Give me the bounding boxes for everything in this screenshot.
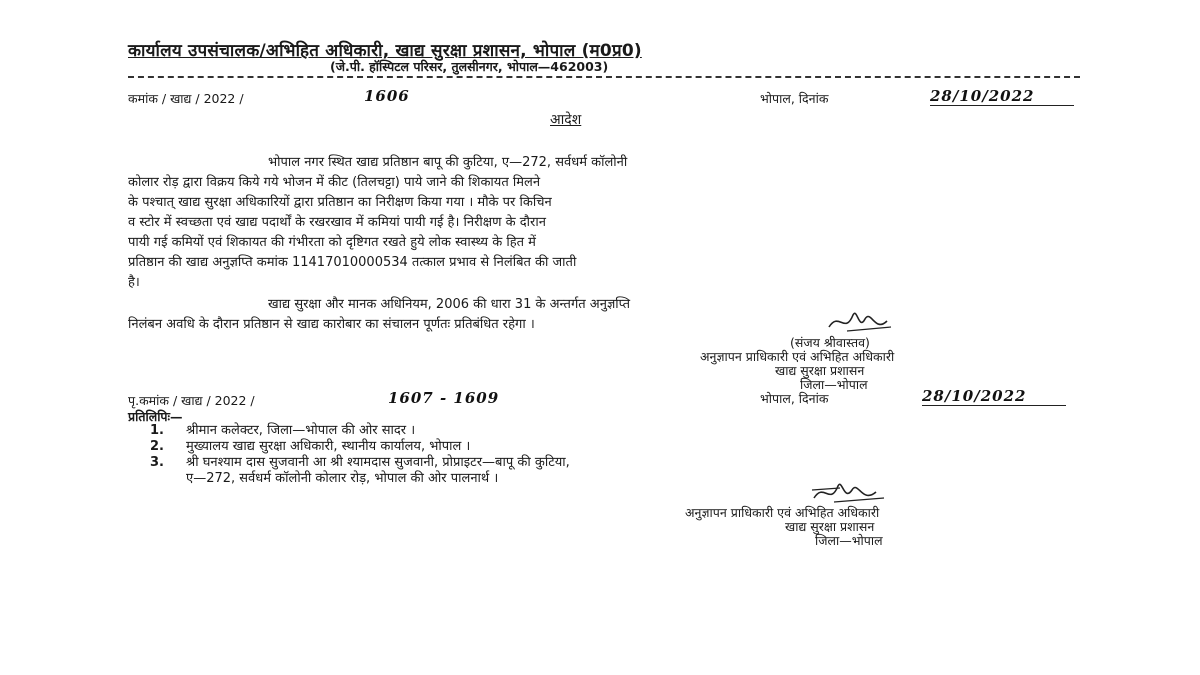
para1-line: प्रतिष्ठान की खाद्य अनुज्ञप्ति कमांक 11417010000534 तत्काल प्रभाव से निलंबित की जाती xyxy=(128,255,577,270)
order-date-value: 28/10/2022 xyxy=(930,87,1074,106)
copy-signatory-department: खाद्य सुरक्षा प्रशासन xyxy=(785,519,875,534)
copy-heading: प्रतिलिपिः— xyxy=(128,409,183,424)
copy-item-text: मुख्यालय खाद्य सुरक्षा अधिकारी, स्थानीय कार्यालय, भोपाल । xyxy=(186,439,471,454)
copy-item-number: 1. xyxy=(150,423,164,438)
copy-ref-prefix: पृ.कमांक / खाद्य / 2022 / xyxy=(128,393,255,408)
para1-line: भोपाल नगर स्थित खाद्य प्रतिष्ठान बापू की कुटिया, ए—272, सर्वधर्म कॉलोनी xyxy=(268,155,628,170)
office-header: कार्यालय उपसंचालक/अभिहित अधिकारी, खाद्य सुरक्षा प्रशासन, भोपाल (म0प्र0) xyxy=(128,41,642,61)
copy-item-number: 3. xyxy=(150,455,164,470)
signatory-district: जिला—भोपाल xyxy=(800,377,868,392)
signatory-department: खाद्य सुरक्षा प्रशासन xyxy=(775,363,865,378)
order-title: आदेश xyxy=(550,112,582,128)
order-ref-number: 1606 xyxy=(364,87,410,105)
copy-item-continuation: ए—272, सर्वधर्म कॉलोनी कोलार रोड़, भोपाल की ओर पालनार्थ । xyxy=(186,471,499,486)
header-divider xyxy=(128,76,1080,78)
copy-item-number: 2. xyxy=(150,439,164,454)
order-ref-prefix: कमांक / खाद्य / 2022 / xyxy=(128,91,244,106)
para1-line: व स्टोर में स्वच्छता एवं खाद्य पदार्थों के रखरखाव में कमियां पायी गई है। निरीक्षण के दौरान xyxy=(128,215,546,230)
signatory-designation: अनुज्ञापन प्राधिकारी एवं अभिहित अधिकारी xyxy=(700,349,895,364)
copy-item-text: श्रीमान कलेक्टर, जिला—भोपाल की ओर सादर । xyxy=(186,423,416,438)
copy-date-label: भोपाल, दिनांक xyxy=(760,391,829,406)
para1-line: है। xyxy=(128,275,140,290)
para1-line: के पश्चात् खाद्य सुरक्षा अधिकारियों द्वारा प्रतिष्ठान का निरीक्षण किया गया । मौके पर किचिन xyxy=(128,195,552,210)
copy-date-value: 28/10/2022 xyxy=(922,387,1066,406)
para2-line: खाद्य सुरक्षा और मानक अधिनियम, 2006 की धारा 31 के अन्तर्गत अनुज्ञप्ति xyxy=(268,297,631,312)
signatory-name: (संजय श्रीवास्तव) xyxy=(790,335,870,350)
para2-line: निलंबन अवधि के दौरान प्रतिष्ठान से खाद्य कारोबार का संचालन पूर्णतः प्रतिबंधित रहेगा । xyxy=(128,317,535,332)
signature-mark xyxy=(825,305,895,337)
para1-line: पायी गई कमियों एवं शिकायत की गंभीरता को दृष्टिगत रखते हुये लोक स्वास्थ्य के हित में xyxy=(128,235,536,250)
copy-item-text: श्री घनश्याम दास सुजवानी आ श्री श्यामदास सुजवानी, प्रोप्राइटर—बापू की कुटिया, xyxy=(186,455,570,470)
order-date-label: भोपाल, दिनांक xyxy=(760,91,829,106)
copy-ref-number: 1607 - 1609 xyxy=(388,389,500,407)
para1-line: कोलार रोड़ द्वारा विक्रय किये गये भोजन में कीट (तिलचट्टा) पाये जाने की शिकायत मिलने xyxy=(128,175,541,190)
copy-signatory-designation: अनुज्ञापन प्राधिकारी एवं अभिहित अधिकारी xyxy=(685,505,880,520)
copy-signatory-district: जिला—भोपाल xyxy=(815,533,883,548)
office-address: (जे.पी. हॉस्पिटल परिसर, तुलसीनगर, भोपाल—462003) xyxy=(330,59,609,74)
